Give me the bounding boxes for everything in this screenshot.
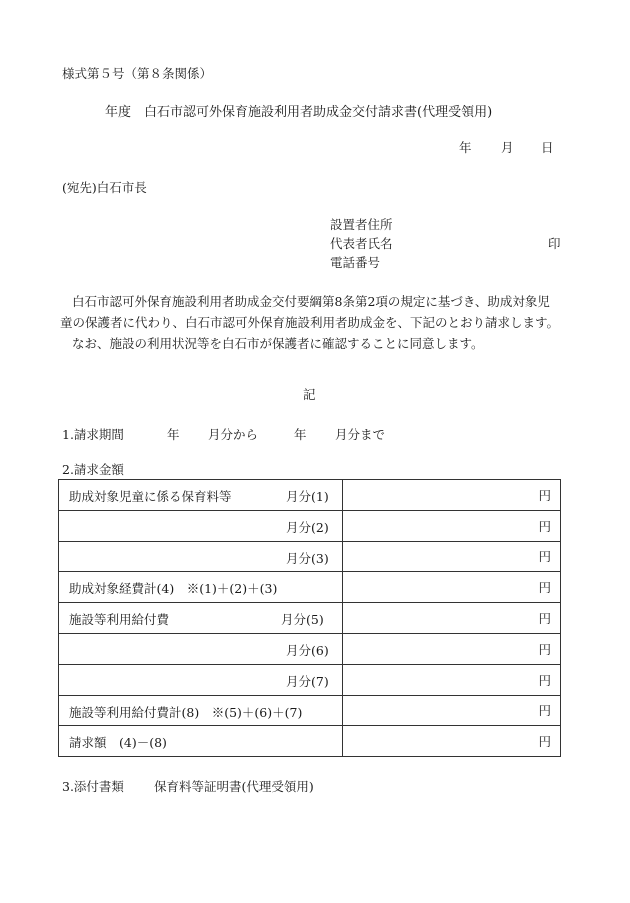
amount-cell	[343, 633, 561, 664]
document-title: 年度 白石市認可外保育施設利用者助成金交付請求書(代理受領用)	[105, 105, 493, 120]
amount-cell	[343, 603, 561, 634]
row-label-cell	[59, 664, 343, 695]
row-month: 月分(5)	[281, 612, 324, 628]
yen-unit: 円	[538, 641, 551, 657]
row-label-cell	[59, 510, 343, 541]
table-row	[59, 480, 561, 511]
request-amount-table	[58, 479, 561, 757]
date-month-label: 月	[501, 140, 514, 155]
yen-unit: 円	[538, 580, 551, 596]
row-month: 月分(1)	[286, 489, 329, 504]
amount-cell	[343, 510, 561, 541]
table-row	[59, 510, 561, 541]
addressee: (宛先)白石市長	[62, 180, 147, 195]
row-month: 月分(3)	[286, 550, 329, 566]
row-label-cell	[59, 603, 343, 634]
row-label-cell	[59, 480, 343, 511]
ki-heading: 記	[303, 387, 316, 402]
row-month: 月分(2)	[286, 519, 329, 535]
yen-unit: 円	[538, 734, 551, 750]
row-label-cell	[59, 572, 343, 603]
yen-unit: 円	[538, 487, 551, 503]
amount-cell	[343, 664, 561, 695]
address-label: 設置者住所	[330, 217, 393, 232]
row-label: 請求額 (4)－(8)	[69, 735, 167, 751]
body-paragraph-2: なお、施設の利用状況等を白石市が保護者に確認することに同意します。	[72, 336, 484, 351]
amount-cell	[343, 541, 561, 572]
date-day-label: 日	[541, 140, 554, 155]
row-label: 助成対象児童に係る保育料等	[69, 489, 232, 504]
table-row	[59, 695, 561, 726]
row-label-cell	[59, 695, 343, 726]
row-label: 施設等利用給付費計(8) ※(5)＋(6)＋(7)	[69, 704, 303, 720]
form-number: 様式第５号（第８条関係）	[62, 66, 213, 81]
row-label-cell	[59, 633, 343, 664]
row-month: 月分(6)	[286, 642, 329, 658]
table-row	[59, 541, 561, 572]
request-period-label: 1.請求期間	[62, 427, 124, 442]
row-label-cell	[59, 541, 343, 572]
table-row	[59, 603, 561, 634]
representative-name-label: 代表者氏名	[330, 236, 393, 251]
table-row	[59, 572, 561, 603]
yen-unit: 円	[538, 611, 551, 627]
date-year-label: 年	[459, 140, 472, 155]
amount-cell	[343, 572, 561, 603]
amount-cell	[343, 695, 561, 726]
phone-label: 電話番号	[330, 255, 381, 270]
attachments-value: 保育料等証明書(代理受領用)	[154, 779, 314, 794]
table-row	[59, 726, 561, 757]
period-start-year: 年	[167, 427, 180, 442]
amount-cell	[343, 726, 561, 757]
row-label-cell	[59, 726, 343, 757]
yen-unit: 円	[538, 672, 551, 688]
yen-unit: 円	[538, 518, 551, 534]
period-from: 月分から	[208, 427, 259, 442]
body-paragraph-1: 白石市認可外保育施設利用者助成金交付要綱第8条第2項の規定に基づき、助成対象児童の保護者に代わり、白石市認可外保育施設利用者助成金を、下記のとおり請求します。	[60, 294, 560, 330]
seal-mark: 印	[548, 236, 561, 251]
row-month: 月分(7)	[286, 673, 329, 689]
table-row	[59, 664, 561, 695]
request-amount-label: 2.請求金額	[62, 462, 124, 477]
yen-unit: 円	[538, 549, 551, 565]
yen-unit: 円	[538, 703, 551, 719]
period-to: 月分まで	[335, 427, 386, 442]
table-row	[59, 633, 561, 664]
period-end-year: 年	[294, 427, 307, 442]
row-label: 施設等利用給付費	[69, 612, 170, 628]
row-label: 助成対象経費計(4) ※(1)＋(2)＋(3)	[69, 581, 278, 597]
body-paragraphs	[62, 291, 562, 354]
amount-cell	[343, 480, 561, 511]
attachments-label: 3.添付書類	[62, 779, 124, 794]
